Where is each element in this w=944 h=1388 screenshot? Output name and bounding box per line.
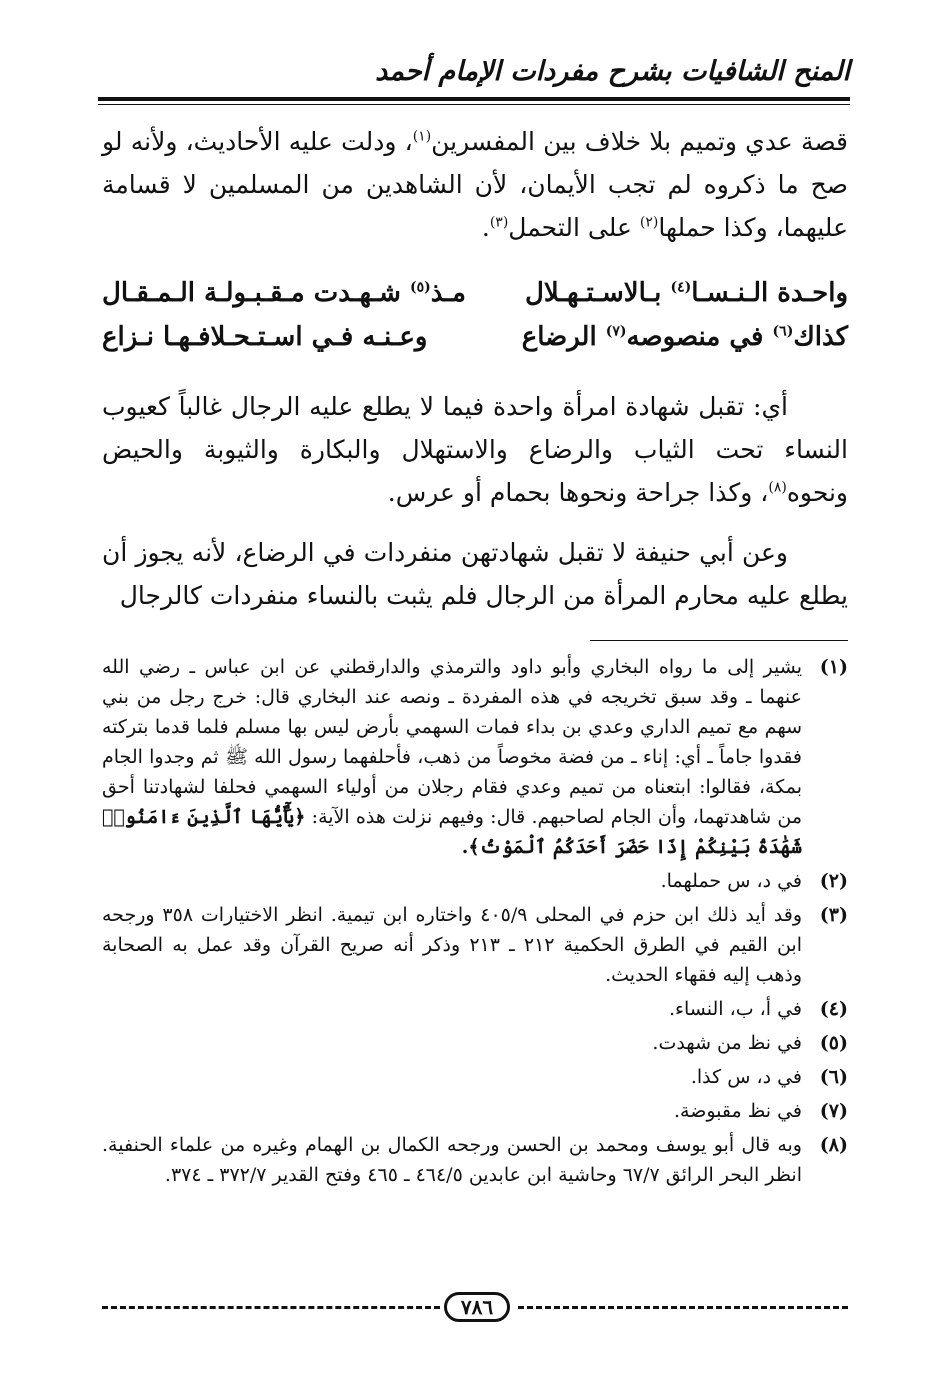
footnote-ref-5: (٥)	[409, 279, 431, 296]
footnote-text: في د، س كذا.	[690, 1066, 802, 1088]
footnote-number: (٧)	[819, 1100, 848, 1122]
footnote-ref-4: (٤)	[670, 279, 692, 296]
footnote-text: في أ، ب، النساء.	[669, 998, 802, 1020]
footnote-ref-2: (٢)	[639, 214, 659, 231]
paragraph-3	[102, 531, 848, 617]
verse-2-c: الرضاع	[521, 322, 606, 352]
paragraph-3-text: وعن أبي حنيفة لا تقبل شهادتهن منفردات في الرضاع، لأنه يجوز أن يطلع عليه محارم المرأة من الرجال فلم يثبت بالنساء منفردات كالرجال	[102, 538, 848, 610]
footnote-7	[102, 1096, 848, 1126]
footnote-ref-8: (٨)	[768, 479, 787, 496]
verse-2-a: كذاك	[793, 322, 848, 352]
footnote-text: وبه قال أبو يوسف ومحمد بن الحسن ورجحه الكمال بن الهمام وغيره من علماء الحنفية. انظر البحر الرائق ٦٧/٧ وحاشية ابن عابدين ٤٦٤/٥ ـ ٤٦٥ وفتح القدير ٣٧٢/٧ ـ ٣٧٤.	[102, 1134, 802, 1186]
footnote-text: في د، س حملهما.	[660, 870, 802, 892]
footnote-5	[102, 1028, 848, 1058]
verse-1-second-hemistich	[102, 278, 466, 308]
footnote-separator	[590, 640, 848, 641]
footnote-1	[102, 652, 848, 862]
quran-verse: ﴿يَٰٓأَيُّهَا ٱلَّذِينَ ءَامَنُوا۟ شَهَٰدَةُ بَيْنِكُمْ إِذَا حَضَرَ أَحَدَكُمُ ٱلْمَوْتُ﴾.	[102, 806, 802, 858]
footnote-ref-7: (٧)	[605, 323, 627, 340]
footnote-number: (١)	[819, 656, 848, 678]
paragraph-1-text-b: ، ودلت عليه الأحاديث، ولأنه لو صح ما ذكروه لم تجب الأيمان، لأن الشاهدين من المسلمين لا قسامة عليهما، وكذا حملها	[102, 127, 848, 242]
verse-2-first-hemistich	[522, 322, 848, 352]
footnote-number: (٤)	[819, 998, 848, 1020]
footnote-2	[102, 866, 848, 896]
verse-1-d: شـهـدت مـقـبـولـة الـمـقـال	[102, 278, 410, 308]
footer-dashed-rule-right	[518, 1306, 848, 1309]
verse-2-second-hemistich: وعـنـه فـي اسـتـحـلافـهـا نـزاع	[102, 322, 428, 352]
header-rule-thick	[98, 97, 850, 101]
footnote-6	[102, 1062, 848, 1092]
footer-dashed-rule-left	[102, 1306, 440, 1309]
footnote-ref-3: (٣)	[489, 214, 509, 231]
page-number: ٧٨٦	[444, 1292, 510, 1322]
paragraph-1-text-a: قصة عدي وتميم بلا خلاف بين المفسرين	[431, 127, 848, 156]
footnote-number: (٥)	[819, 1032, 848, 1054]
paragraph-1-text-c: على التحمل	[508, 213, 640, 242]
paragraph-2-text-b: ، وكذا جراحة ونحوها بحمام أو عرس.	[387, 478, 769, 507]
footnote-text: في نظ من شهدت.	[652, 1032, 802, 1054]
verse-2-b: في منصوصه	[626, 322, 773, 352]
footnote-number: (٢)	[819, 870, 848, 892]
footnote-number: (٨)	[819, 1134, 848, 1156]
footnotes	[102, 652, 848, 1194]
footnote-3	[102, 900, 848, 990]
footnote-text: يشير إلى ما رواه البخاري وأبو داود والترمذي والدارقطني عن ابن عباس ـ رضي الله عنهما ـ وقد سبق تخريجه في هذه المفردة ـ ونصه عند البخاري قال: خرج رجل من بني سهم مع تميم الداري وعدي بن بداء فمات السهمي بأرض ليس بها مسلم فلما قدما بتركته فقدوا جاماً ـ أي: إناء ـ من فضة مخوصاً من ذهب، فأحلفهما رسول الله ﷺ ثم وجدوا الجام بمكة، فقالوا: ابتعناه من تميم وعدي فقام رجلان من أولياء السهمي فحلفا لشهادتنا أحق من شاهدتهما، وأن الجام لصاحبهم. قال: وفيهم نزلت هذه الآية:	[102, 656, 802, 828]
footnote-text: في نظ مقبوضة.	[673, 1100, 802, 1122]
footnote-text: وقد أيد ذلك ابن حزم في المحلى ٤٠٥/٩ واختاره ابن تيمية. انظر الاختيارات ٣٥٨ ورجحه ابن القيم في الطرق الحكمية ٢١٢ ـ ٢١٣ وذكر أنه صريح القرآن وقد عمل به الصحابة وذهب إليه فقهاء الحديث.	[102, 904, 802, 986]
footnote-ref-1: (١)	[412, 128, 432, 145]
footnote-8	[102, 1130, 848, 1190]
footnote-number: (٦)	[819, 1066, 848, 1088]
poem-verse-2	[102, 322, 848, 366]
header-title: المنح الشافيات بشرح مفردات الإمام أحمد	[375, 56, 850, 87]
paragraph-2	[102, 385, 848, 514]
footnote-number: (٣)	[819, 904, 848, 926]
poem-verse-1	[102, 278, 848, 322]
verse-1-first-hemistich	[525, 278, 848, 308]
verse-1-c: مـذ	[430, 278, 466, 308]
verse-1-a: واحـدة الـنـسـا	[691, 278, 848, 308]
page-footer	[102, 1290, 848, 1330]
paragraph-1-text-d: .	[481, 213, 490, 242]
verse-1-b: بـالاسـتـهـلال	[524, 278, 671, 308]
header-rule-thin	[98, 104, 850, 105]
footnote-ref-6: (٦)	[772, 323, 794, 340]
footnote-4	[102, 994, 848, 1024]
paragraph-1	[102, 120, 848, 249]
paragraph-2-text-a: أي: تقبل شهادة امرأة واحدة فيما لا يطلع عليه الرجال غالباً كعيوب النساء تحت الثياب والرضاع والاستهلال والبكارة والثيوبة والحيض ونحوه	[102, 392, 848, 507]
